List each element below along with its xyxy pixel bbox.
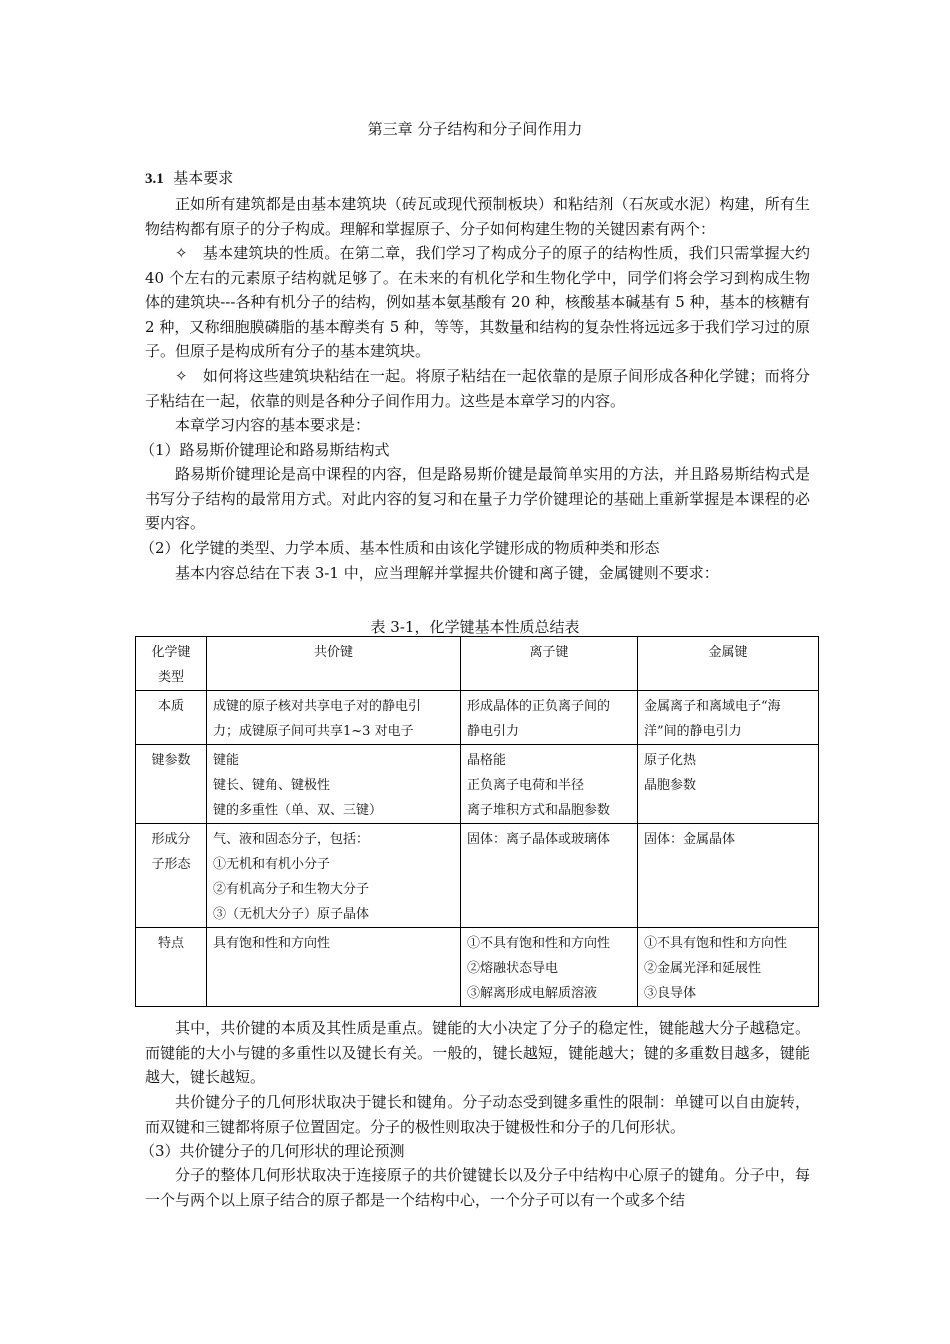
table-cell-label (136, 691, 207, 745)
cell-line: ③解离形成电解质溶液 (467, 986, 598, 1001)
cell-line: ②熔融状态导电 (467, 961, 559, 976)
cell-line: 形成分 (151, 832, 191, 847)
cell-line: 成键的原子核对共享电子对的静电引 (213, 699, 422, 714)
cell-line: 洋”间的静电引力 (644, 724, 742, 739)
cell-line: 离子堆积方式和晶胞参数 (467, 803, 611, 818)
cell-line: 气、液和固态分子，包括： (213, 832, 370, 847)
cell-line: 晶胞参数 (644, 778, 697, 793)
header-covalent: 共价键 (207, 637, 461, 691)
header-type-line-2: 类型 (157, 670, 184, 685)
chemical-bond-table (135, 636, 819, 1007)
table-cell-label (136, 745, 207, 824)
item-1-body: 路易斯价键理论是高中课程的内容，但是路易斯价键是最简单实用的方法，并且路易斯结构式是书写分子结构的最常用方式。对此内容的复习和在量子力学价键理论的基础上重新掌握是本课程的必要内容。 (145, 465, 810, 532)
cell-line: 金属离子和离域电子“海 (644, 699, 781, 714)
cell-line: ①不具有饱和性和方向性 (467, 936, 611, 951)
table-cell-ionic (461, 745, 638, 824)
header-ionic: 离子键 (461, 637, 638, 691)
chapter-title: 第三章 分子结构和分子间作用力 (367, 120, 583, 138)
cell-line: 固体：离子晶体或玻璃体 (467, 832, 611, 847)
table-row (136, 691, 819, 745)
table-cell-metallic (638, 824, 819, 928)
table-cell-label (136, 928, 207, 1007)
table-header-row (136, 637, 819, 691)
item-3-title: （3）共价键分子的几何形状的理论预测 (140, 1142, 405, 1160)
cell-line: 键的多重性（单、双、三键） (213, 803, 383, 818)
paragraph-requirements-intro: 本章学习内容的基本要求是： (175, 416, 371, 434)
table-row (136, 745, 819, 824)
table-cell-covalent (207, 691, 461, 745)
table-body (136, 691, 819, 1007)
paragraph-bullet-2: ✧ 如何将这些建筑块粘结在一起。将原子粘结在一起依靠的是原子间形成各种化学键；而将分子粘结在一起，依靠的则是各种分子间作用力。这些是本章学习的内容。 (145, 367, 810, 410)
cell-line: 晶格能 (467, 753, 507, 768)
cell-line: 特点 (157, 936, 184, 951)
table-cell-metallic (638, 928, 819, 1007)
table-row (136, 928, 819, 1007)
cell-line: 正负离子电荷和半径 (467, 778, 585, 793)
table-cell-covalent (207, 745, 461, 824)
cell-line: 静电引力 (467, 724, 520, 739)
section-number: 3.1 (145, 171, 164, 187)
cell-line: ②金属光泽和延展性 (644, 961, 762, 976)
section-heading (145, 167, 233, 188)
table-caption: 表 3-1，化学键基本性质总结表 (370, 618, 580, 636)
cell-line: 固体：金属晶体 (644, 832, 736, 847)
table-cell-metallic (638, 745, 819, 824)
item-2-title: （2）化学键的类型、力学本质、基本性质和由该化学键形成的物质种类和形态 (140, 539, 660, 557)
item-2-body: 基本内容总结在下表 3-1 中，应当理解并掌握共价键和离子键，金属键则不要求： (175, 564, 719, 582)
table-cell-ionic (461, 928, 638, 1007)
cell-line: ①不具有饱和性和方向性 (644, 936, 788, 951)
table-cell-ionic (461, 824, 638, 928)
cell-line: 力；成键原子间可共享1~3 对电子 (213, 724, 414, 739)
header-metallic: 金属键 (638, 637, 819, 691)
paragraph-after-table-2: 共价键分子的几何形状取决于键长和键角。分子动态受到键多重性的限制：单键可以自由旋转，而双键和三键都将原子位置固定。分子的极性则取决于键极性和分子的几何形状。 (145, 1093, 810, 1136)
paragraph-after-table-1: 其中，共价键的本质及其性质是重点。键能的大小决定了分子的稳定性，键能越大分子越稳定。而键能的大小与键的多重性以及键长有关。一般的，键长越短，键能越大；键的多重数目越多，键能越大，键长越短。 (145, 1019, 810, 1086)
paragraph-intro: 正如所有建筑都是由基本建筑块（砖瓦或现代预制板块）和粘结剂（石灰或水泥）构建，所有生物结构都有原子的分子构成。理解和掌握原子、分子如何构建生物的关键因素有两个： (145, 195, 810, 238)
cell-line: ③良导体 (644, 986, 697, 1001)
header-type-line-1: 化学键 (151, 645, 191, 660)
table-cell-ionic (461, 691, 638, 745)
cell-line: 具有饱和性和方向性 (213, 936, 331, 951)
item-3-body: 分子的整体几何形状取决于连接原子的共价键键长以及分子中结构中心原子的键角。分子中，每一个与两个以上原子结合的原子都是一个结构中心，一个分子可以有一个或多个结 (145, 1166, 810, 1209)
cell-line: 形成晶体的正负离子间的 (467, 699, 611, 714)
paragraph-bullet-1: ✧ 基本建筑块的性质。在第二章，我们学习了构成分子的原子的结构性质，我们只需掌握大约 40 个左右的元素原子结构就足够了。在未来的有机化学和生物化学中，同学们将会学习到构成生物体的建筑块---各种有机分子的结构，例如基本氨基酸有 20 种，核酸基本碱基有 5 种，基本的核糖有 2 种，又称细胞膜磷脂的基本醇类有 5 种，等等，其数量和结构的复杂性将远远多于我们学习过的原子。但原子是构成所有分子的基本建筑块。 (145, 244, 810, 360)
cell-line: 本质 (157, 699, 184, 714)
cell-line: ③（无机大分子）原子晶体 (213, 907, 370, 922)
cell-line: 原子化热 (644, 753, 697, 768)
table-cell-label (136, 824, 207, 928)
section-title: 基本要求 (173, 169, 234, 187)
table-cell-metallic (638, 691, 819, 745)
cell-line: 键参数 (151, 753, 191, 768)
table-cell-covalent (207, 928, 461, 1007)
item-1-title: （1）路易斯价键理论和路易斯结构式 (140, 441, 390, 459)
cell-line: ①无机和有机小分子 (213, 857, 331, 872)
header-type-cell (136, 637, 207, 691)
table-cell-covalent (207, 824, 461, 928)
cell-line: 键能 (213, 753, 240, 768)
cell-line: ②有机高分子和生物大分子 (213, 882, 370, 897)
table-row (136, 824, 819, 928)
cell-line: 键长、键角、键极性 (213, 778, 331, 793)
cell-line: 子形态 (151, 857, 191, 872)
